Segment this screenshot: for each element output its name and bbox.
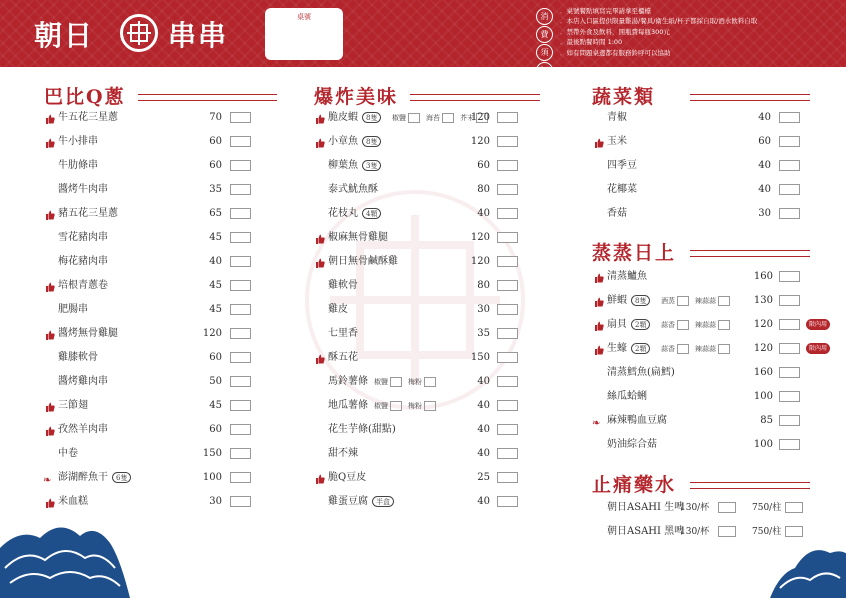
menu-item-name: 朝日無骨鹹酥雞 [328, 256, 398, 267]
menu-item-price: 65 [209, 208, 222, 219]
option-label: 梅粉 [408, 402, 422, 410]
menu-item-name: 雞蛋豆腐 [328, 496, 368, 507]
option-label: 椒鹽 [374, 402, 388, 410]
option-label: 梅粉 [408, 378, 422, 386]
menu-item-price: 45 [209, 280, 222, 291]
menu-item-price: 70 [209, 112, 222, 123]
quantity-input-box[interactable] [718, 502, 736, 513]
menu-item-price: 35 [477, 328, 490, 339]
menu-item-price: 120 [470, 112, 490, 123]
quantity-input-box[interactable] [779, 367, 800, 378]
option-checkbox[interactable] [677, 296, 689, 306]
section-divider [690, 94, 810, 101]
menu-item-name: 雞膝軟骨 [58, 352, 98, 363]
menu-item-price: 60 [209, 136, 222, 147]
quantity-input-box[interactable] [779, 319, 800, 330]
menu-item-name: 牛小排串 [58, 136, 98, 147]
quantity-input-box[interactable] [779, 112, 800, 123]
menu-item-price: 35 [209, 184, 222, 195]
menu-item-name: 小章魚 [328, 136, 358, 147]
menu-item-price: 60 [758, 136, 771, 147]
menu-item-row [0, 109, 846, 127]
section-title: 蔬菜類 [592, 86, 656, 108]
menu-item-name: 豬五花三星蔥 [58, 208, 118, 219]
menu-item-name: 奶油綜合菇 [607, 439, 657, 450]
option-label: 芥末 [460, 114, 474, 122]
option-checkbox[interactable] [718, 296, 730, 306]
menu-item-price: 80 [477, 280, 490, 291]
menu-item-price: 60 [209, 160, 222, 171]
header-banner [0, 0, 846, 75]
menu-item-price: 30 [477, 304, 490, 315]
notice-line: ．本店入口區提供限量雞湯/餐具/衛生紙/杯子都採自取/酒水飲料自取 [560, 17, 758, 26]
menu-item-price: 160 [753, 271, 773, 282]
menu-item-price: 60 [209, 424, 222, 435]
menu-item-name: 玉米 [607, 136, 627, 147]
quantity-input-box[interactable] [779, 271, 800, 282]
quantity-input-box[interactable] [779, 136, 800, 147]
notice-line: ．如有問題桌邊都有服務鈴呼可以協助 [560, 48, 671, 57]
quantity-badge: 8隻 [362, 136, 381, 147]
wave-illustration-right [770, 538, 846, 598]
menu-item-name: 脆皮蝦 [328, 112, 358, 123]
notice-line: ．桌號餐點填寫完畢請拿至櫃檯 [560, 7, 651, 15]
notice-list [560, 6, 846, 58]
tower-price: 750/柱 [752, 503, 782, 513]
menu-item-row [0, 340, 846, 358]
menu-item-name: 花枝丸 [328, 208, 358, 219]
thumbs-up-icon [594, 137, 604, 147]
menu-item-price: 40 [477, 208, 490, 219]
wave-illustration-left [0, 508, 130, 598]
menu-item-price: 40 [758, 160, 771, 171]
option-label: 蒜香 [661, 345, 675, 353]
quantity-badge: 2顆 [631, 319, 650, 330]
menu-item-name: 牛肋條串 [58, 160, 98, 171]
quantity-input-box[interactable] [785, 526, 803, 537]
quantity-input-box[interactable] [779, 208, 800, 219]
menu-item-name: 孜然羊肉串 [58, 424, 108, 435]
menu-item-price: 40 [477, 496, 490, 507]
menu-item-name: 鮮蝦 [607, 295, 627, 306]
option-checkbox[interactable] [718, 344, 730, 354]
quantity-input-box[interactable] [779, 295, 800, 306]
thumbs-up-icon [594, 320, 604, 330]
quantity-input-box[interactable] [779, 184, 800, 195]
menu-item-price: 30 [209, 496, 222, 507]
menu-item-name: 醬烤雞肉串 [58, 376, 108, 387]
option-checkbox[interactable] [677, 320, 689, 330]
menu-item-name: 清蒸鱸魚 [607, 271, 647, 282]
menu-item-price: 60 [477, 160, 490, 171]
notice-char: 消 [536, 8, 553, 25]
menu-item-row [0, 364, 846, 382]
quantity-badge: 4顆 [362, 208, 381, 219]
thumbs-up-icon [315, 473, 325, 483]
menu-item-price: 50 [209, 376, 222, 387]
thumbs-up-icon [594, 344, 604, 354]
quantity-badge: 2顆 [631, 343, 650, 354]
menu-item-price: 25 [477, 472, 490, 483]
option-checkbox[interactable] [677, 344, 689, 354]
section-title: 蒸蒸日上 [592, 242, 677, 264]
notice-heading [536, 8, 552, 80]
option-label: 椒鹽 [392, 114, 406, 122]
menu-item-price: 160 [753, 367, 773, 378]
beverage-name: 朝日ASAHI 黑啤 [607, 526, 685, 537]
menu-item-row [0, 181, 846, 199]
menu-item-price: 40 [209, 256, 222, 267]
menu-item-name: 生蠔 [607, 343, 627, 354]
quantity-badge: 8隻 [362, 112, 381, 123]
beverage-name: 朝日ASAHI 生啤 [607, 502, 685, 513]
menu-item-price: 100 [753, 391, 773, 402]
menu-item-row [0, 388, 846, 406]
menu-item-price: 85 [760, 415, 773, 426]
menu-item-price: 130 [753, 295, 773, 306]
menu-item-name: 花生芋條(甜點) [328, 424, 396, 435]
notice-char: 須 [536, 44, 553, 61]
quantity-input-box[interactable] [785, 502, 803, 513]
thumbs-up-icon [315, 257, 325, 267]
menu-item-row [0, 157, 846, 175]
menu-item-name: 澎湖醉魚干 [58, 472, 108, 483]
option-checkbox[interactable] [718, 320, 730, 330]
section-divider [690, 482, 810, 489]
menu-item-name: 清蒸鱈魚(扁鱈) [607, 367, 675, 378]
quantity-input-box[interactable] [779, 343, 800, 354]
brand-name-part1: 朝日 [34, 19, 95, 52]
menu-item-name: 麻辣鴨血豆腐 [607, 415, 667, 426]
menu-item-name: 雪花豬肉串 [58, 232, 108, 243]
quantity-input-box[interactable] [779, 415, 800, 426]
section-title: 爆炸美味 [314, 86, 399, 108]
menu-item-price: 30 [758, 208, 771, 219]
menu-item-name: 醬烤牛肉串 [58, 184, 108, 195]
quantity-input-box[interactable] [497, 256, 518, 267]
quantity-input-box[interactable] [718, 526, 736, 537]
menu-item-name: 醬烤無骨雞腿 [58, 328, 118, 339]
notice-char: 費 [536, 26, 553, 43]
section-divider [138, 94, 277, 101]
quantity-input-box[interactable] [497, 472, 518, 483]
chili-pepper-icon: ❧ [592, 418, 601, 429]
option-label: 酒蒸 [661, 297, 675, 305]
menu-item-name: 七里香 [328, 328, 358, 339]
menu-item-price: 120 [202, 328, 222, 339]
section-title: 巴比Q蔥 [44, 86, 126, 108]
menu-item-name: 雞軟骨 [328, 280, 358, 291]
section-divider [410, 94, 540, 101]
menu-item-price: 45 [209, 400, 222, 411]
menu-item-name: 米血糕 [58, 496, 88, 507]
menu-item-row [0, 268, 846, 286]
menu-item-name: 花椰菜 [607, 184, 637, 195]
menu-item-name: 牛五花三星蔥 [58, 112, 118, 123]
brand-emblem-logo [120, 14, 158, 52]
notice-line: ．最後點餐時間 1:00 [560, 38, 623, 47]
menu-item-row [0, 205, 846, 223]
quantity-badge: 3隻 [362, 160, 381, 171]
menu-item-price: 150 [202, 448, 222, 459]
option-label: 辣蒜蒜 [695, 321, 716, 329]
table-number-label: 桌號 [297, 13, 311, 21]
option-label: 海苔 [426, 114, 440, 122]
menu-item-price: 120 [753, 343, 773, 354]
menu-item-name: 梅花豬肉串 [58, 256, 108, 267]
menu-item-price: 40 [477, 448, 490, 459]
menu-item-name: 中卷 [58, 448, 78, 459]
section-title: 止痛藥水 [592, 474, 677, 496]
menu-item-row [0, 436, 846, 454]
menu-item-name: 泰式魷魚酥 [328, 184, 378, 195]
option-label: 蒜香 [661, 321, 675, 329]
tower-price: 750/柱 [752, 527, 782, 537]
menu-item-row [0, 412, 846, 430]
menu-item-row [0, 316, 846, 334]
menu-item-name: 馬鈴薯條 [328, 376, 368, 387]
menu-item-name: 四季豆 [607, 160, 637, 171]
chili-pepper-icon: ❧ [43, 475, 52, 486]
menu-item-row [0, 292, 846, 310]
cup-price: 130/杯 [680, 527, 710, 537]
dine-in-only-badge: 限內用 [806, 343, 830, 354]
menu-item-name: 扇貝 [607, 319, 627, 330]
table-number-field[interactable] [265, 8, 343, 60]
menu-item-price: 45 [209, 304, 222, 315]
menu-item-price: 40 [758, 184, 771, 195]
thumbs-up-icon [594, 296, 604, 306]
quantity-badge: 6隻 [112, 472, 131, 483]
section-divider [690, 250, 810, 257]
menu-item-row [0, 133, 846, 151]
menu-item-price: 150 [470, 352, 490, 363]
menu-item-price: 120 [470, 232, 490, 243]
menu-item-price: 120 [470, 136, 490, 147]
menu-item-price: 40 [758, 112, 771, 123]
menu-item-price: 120 [470, 256, 490, 267]
thumbs-up-icon [315, 233, 325, 243]
quantity-input-box[interactable] [779, 391, 800, 402]
menu-item-price: 100 [202, 472, 222, 483]
menu-item-price: 60 [209, 352, 222, 363]
menu-item-name: 柳葉魚 [328, 160, 358, 171]
menu-item-row [0, 229, 846, 247]
menu-item-price: 45 [209, 232, 222, 243]
menu-item-price: 40 [477, 376, 490, 387]
menu-item-price: 100 [753, 439, 773, 450]
option-label: 椒鹽 [374, 378, 388, 386]
menu-item-price: 120 [753, 319, 773, 330]
thumbs-up-icon [594, 272, 604, 282]
menu-item-name: 地瓜薯條 [328, 400, 368, 411]
cup-price: 130/杯 [680, 503, 710, 513]
menu-item-name: 香菇 [607, 208, 627, 219]
menu-item-name: 三節翅 [58, 400, 88, 411]
notice-line: ．禁帶外食及飲料，開瓶費每瓶300元 [560, 27, 670, 36]
menu-item-name: 酥五花 [328, 352, 358, 363]
menu-item-name: 肥腸串 [58, 304, 88, 315]
menu-item-name: 甜不辣 [328, 448, 358, 459]
dine-in-only-badge: 限內用 [806, 319, 830, 330]
menu-item-price: 40 [477, 400, 490, 411]
menu-item-name: 絲瓜蛤蜊 [607, 391, 647, 402]
quantity-input-box[interactable] [779, 160, 800, 171]
menu-item-name: 青椒 [607, 112, 627, 123]
notice-char: 知 [536, 62, 553, 79]
menu-item-price: 80 [477, 184, 490, 195]
quantity-input-box[interactable] [497, 232, 518, 243]
quantity-input-box[interactable] [779, 439, 800, 450]
menu-item-name: 培根青蔥卷 [58, 280, 108, 291]
menu-item-name: 雞皮 [328, 304, 348, 315]
brand-name-part2: 串串 [168, 19, 229, 52]
menu-item-price: 40 [477, 424, 490, 435]
quantity-badge: 半盒 [372, 496, 394, 507]
menu-item-name: 椒麻無骨雞腿 [328, 232, 388, 243]
option-label: 辣蒜蒜 [695, 345, 716, 353]
menu-item-name: 脆Q豆皮 [328, 472, 367, 483]
quantity-badge: 8隻 [631, 295, 650, 306]
option-label: 辣蒜蒜 [695, 297, 716, 305]
